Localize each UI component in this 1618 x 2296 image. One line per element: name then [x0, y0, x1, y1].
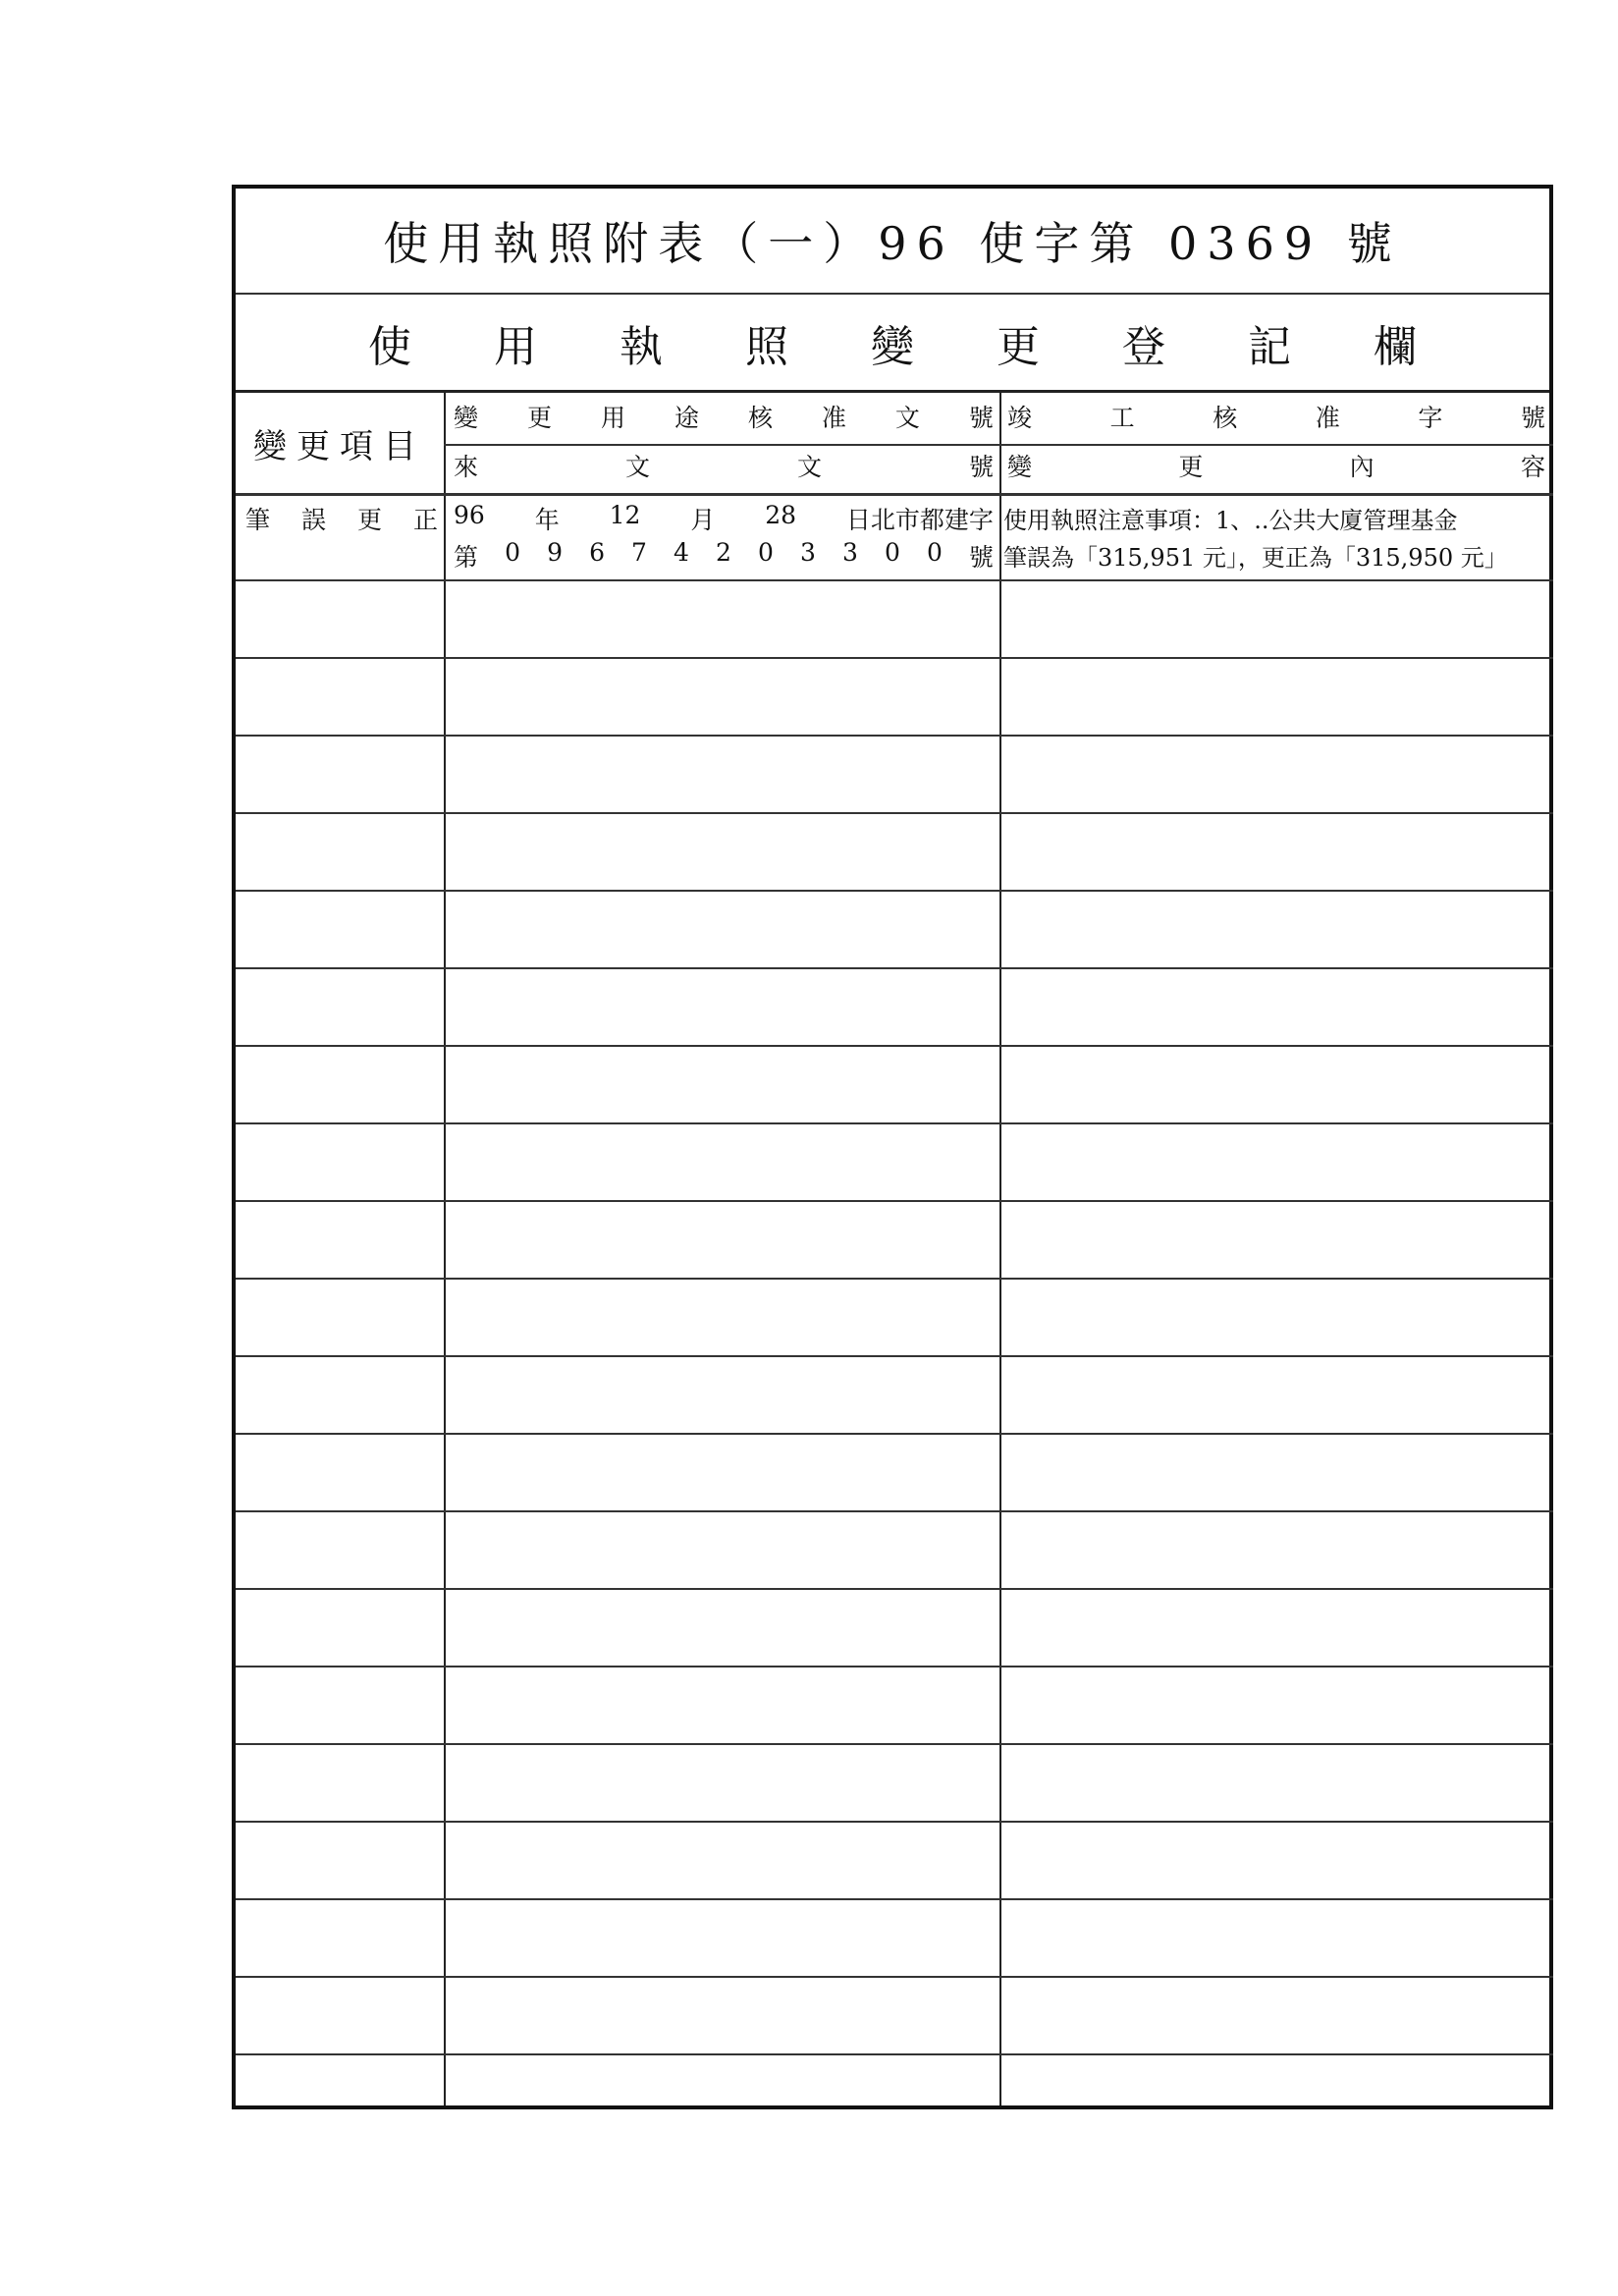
row-content-line1: 使用執照注意事項：1、..公共大廈管理基金 [1003, 507, 1458, 534]
section-title-char: 變 [871, 321, 914, 372]
row-divider [236, 1510, 1553, 1512]
row-doc-line1 [448, 501, 999, 540]
header-char: 號 [968, 404, 994, 432]
row-divider [236, 1976, 1553, 1978]
header-char: 工 [1109, 404, 1135, 432]
header-char: 號 [1520, 404, 1545, 432]
section-title-char: 使 [368, 321, 411, 372]
doc-token: 0 [884, 538, 900, 567]
header-char: 更 [526, 404, 552, 432]
row-divider [236, 2053, 1553, 2055]
row-divider [236, 1821, 1553, 1823]
row-item-correction [243, 501, 440, 540]
header-char: 核 [1213, 404, 1238, 432]
header-char: 途 [674, 404, 699, 432]
doc-token: 0 [505, 538, 520, 567]
doc-token: 0 [758, 538, 774, 567]
header-change-approval-doc [448, 399, 999, 442]
section-title-char: 登 [1122, 321, 1165, 372]
header-char: 竣 [1007, 404, 1033, 432]
permit-attachment-table [232, 185, 1553, 2109]
header-char: 字 [1418, 404, 1443, 432]
section-title-char: 執 [620, 321, 663, 372]
row-content-line2: 筆誤為「315,951 元」，更正為「315,950 元」 [1003, 544, 1508, 572]
section-title-char: 用 [494, 321, 537, 372]
header-char: 更 [1178, 453, 1204, 481]
doc-token: 7 [631, 538, 647, 567]
header-change-content [1003, 448, 1549, 491]
item-char: 誤 [300, 506, 326, 534]
doc-token: 3 [841, 538, 858, 567]
header-char: 准 [1315, 404, 1340, 432]
header-char: 准 [821, 404, 846, 432]
doc-token: 月 [690, 506, 716, 534]
header-incoming-doc-no [448, 448, 999, 491]
header-char: 來 [454, 453, 479, 481]
row-divider [236, 1898, 1553, 1900]
doc-token: 28 [765, 501, 797, 529]
doc-token: 12 [609, 501, 641, 529]
item-char: 筆 [245, 506, 271, 534]
column-divider [444, 393, 446, 2105]
header-change-item: 變更項目 [253, 426, 426, 466]
doc-token: 3 [799, 538, 816, 567]
header-char: 內 [1349, 453, 1375, 481]
row-divider [236, 493, 1553, 496]
item-char: 更 [356, 506, 382, 534]
section-title-char: 欄 [1374, 321, 1417, 372]
header-char: 文 [894, 404, 920, 432]
doc-token: 日北市都建字 [845, 506, 994, 534]
section-title-char: 照 [745, 321, 788, 372]
section-title-char: 記 [1248, 321, 1291, 372]
row-divider [236, 1045, 1553, 1047]
header-completion-approval-no [1003, 399, 1549, 442]
header-char: 文 [796, 453, 822, 481]
row-divider [236, 1666, 1553, 1667]
row-divider [236, 657, 1553, 659]
doc-token: 96 [454, 501, 485, 529]
doc-token: 2 [716, 538, 731, 567]
row-divider [236, 1278, 1553, 1280]
document-title: 使用執照附表（一）96 使字第 0369 號 [236, 189, 1549, 295]
item-char: 正 [412, 506, 438, 534]
header-char: 核 [747, 404, 773, 432]
doc-token: 6 [589, 538, 605, 567]
doc-token: 4 [674, 538, 689, 567]
header-char: 用 [600, 404, 625, 432]
doc-token: 0 [926, 538, 943, 567]
header-char: 變 [454, 404, 479, 432]
row-divider [236, 812, 1553, 814]
header-char: 變 [1007, 453, 1033, 481]
row-divider [236, 735, 1553, 737]
header-char: 文 [624, 453, 650, 481]
section-title [236, 295, 1549, 393]
row-divider [236, 1743, 1553, 1745]
doc-token: 年 [534, 506, 560, 534]
column-divider [999, 393, 1001, 2105]
row-divider [236, 1355, 1553, 1357]
section-title-char: 更 [997, 321, 1040, 372]
row-divider [236, 579, 1553, 581]
row-divider [236, 1122, 1553, 1124]
header-char: 號 [968, 453, 994, 481]
doc-token: 第 [454, 543, 479, 572]
row-divider [236, 967, 1553, 969]
header-char: 容 [1520, 453, 1545, 481]
row-divider [236, 1433, 1553, 1435]
row-divider [236, 1588, 1553, 1590]
row-divider [444, 444, 1553, 446]
row-divider [236, 1200, 1553, 1202]
row-divider [236, 890, 1553, 892]
doc-token: 號 [968, 543, 994, 572]
row-doc-line2 [448, 538, 999, 577]
doc-token: 9 [547, 538, 563, 567]
